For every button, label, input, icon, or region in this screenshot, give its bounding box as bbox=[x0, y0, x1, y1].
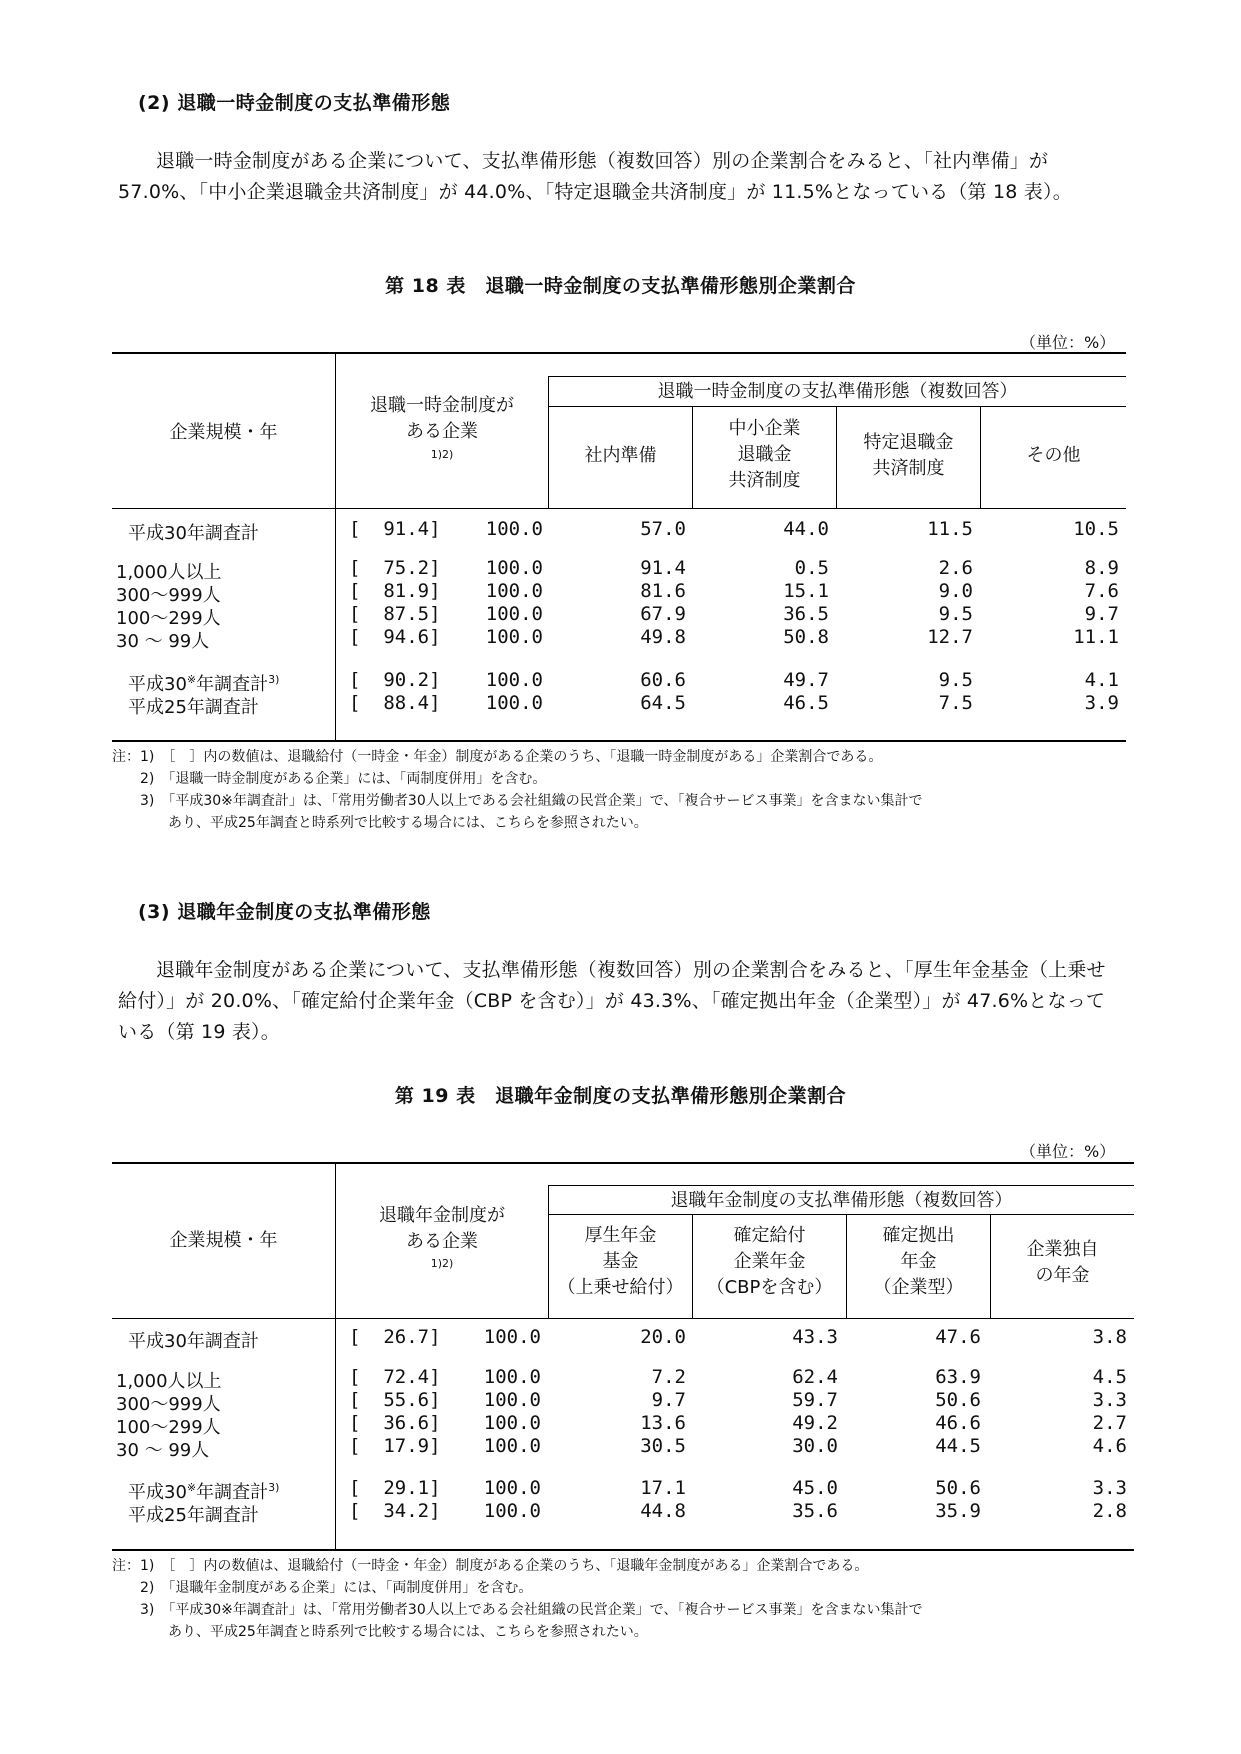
bracket-value: [ 72.4] bbox=[349, 1366, 441, 1388]
table-19-header-kosei: 厚生年金 基金 （上乗せ給付） bbox=[557, 1225, 684, 1298]
total-value: 100.0 bbox=[485, 557, 543, 579]
table-note: 注：1) ［ ］内の数値は、退職給付（一時金・年金）制度がある企業のうち、「退職年金制度がある」企業割合である。 bbox=[112, 1558, 869, 1574]
value-col-1: 91.4 bbox=[640, 557, 686, 579]
bracket-value: [ 94.6] bbox=[349, 626, 441, 648]
total-value: 100.0 bbox=[485, 692, 543, 714]
total-value: 100.0 bbox=[485, 626, 543, 648]
value-col-1: 7.2 bbox=[651, 1366, 686, 1388]
value-col-2: 62.4 bbox=[792, 1366, 838, 1388]
bracket-value: [ 36.6] bbox=[349, 1412, 441, 1434]
table-note: 2) 「退職一時金制度がある企業」には、「両制度併用」を含む。 bbox=[112, 771, 547, 787]
value-col-1: 64.5 bbox=[640, 692, 686, 714]
value-col-2: 15.1 bbox=[783, 580, 829, 602]
total-value: 100.0 bbox=[485, 518, 543, 540]
value-col-2: 44.0 bbox=[783, 518, 829, 540]
section-2-heading: (2) 退職一時金制度の支払準備形態 bbox=[138, 92, 451, 114]
section-3-paragraph: 退職年金制度がある企業について、支払準備形態（複数回答）別の企業割合をみると、「厚生年金基金（上乗せ給付）」が 20.0%、「確定給付企業年金（CBP を含む）」が 43.3%、「確定拠出年金（企業型）」が 47.6%となっている（第 19 表）。 bbox=[118, 959, 1106, 1043]
table-18-header-group: 退職一時金制度の支払準備形態（複数回答） bbox=[657, 381, 1018, 402]
row-label: 平成30※年調査計$^{3)}$ bbox=[128, 673, 280, 695]
table-19-header-own: 企業独自 の年金 bbox=[1026, 1239, 1099, 1286]
table-18-title: 第 18 表 退職一時金制度の支払準備形態別企業割合 bbox=[385, 275, 856, 297]
table-note: 注：1) ［ ］内の数値は、退職給付（一時金・年金）制度がある企業のうち、「退職一時金制度がある」企業割合である。 bbox=[112, 749, 883, 765]
row-label: 1,000人以上 bbox=[116, 562, 222, 583]
bracket-value: [ 17.9] bbox=[349, 1435, 441, 1457]
total-value: 100.0 bbox=[485, 669, 543, 691]
row-label: 平成25年調査計 bbox=[128, 697, 259, 718]
value-col-2: 0.5 bbox=[794, 557, 829, 579]
value-col-1: 44.8 bbox=[640, 1500, 686, 1522]
value-col-3: 7.5 bbox=[938, 692, 973, 714]
table-note: 3) 「平成30※年調査計」は、「常用労働者30人以上である会社組織の民営企業」で、「複合サービス事業」を含まない集計で bbox=[112, 1602, 923, 1618]
total-value: 100.0 bbox=[485, 603, 543, 625]
value-col-3: 9.5 bbox=[938, 603, 973, 625]
table-18-unit: （単位：%） bbox=[1020, 333, 1116, 352]
row-label: 300～999人 bbox=[116, 1394, 221, 1415]
table-19-header-has-system: 退職年金制度が ある企業 bbox=[379, 1205, 505, 1252]
value-col-2: 59.7 bbox=[792, 1389, 838, 1411]
table-19-header-scale: 企業規模・年 bbox=[169, 1230, 278, 1251]
value-col-3: 11.5 bbox=[927, 518, 973, 540]
table-18-header-sme: 中小企業 退職金 共済制度 bbox=[728, 418, 801, 491]
bracket-value: [ 34.2] bbox=[349, 1500, 441, 1522]
row-label: 100～299人 bbox=[116, 1417, 221, 1438]
bracket-value: [ 88.4] bbox=[349, 692, 441, 714]
row-label: 30 ～ 99人 bbox=[116, 631, 210, 652]
row-label: 1,000人以上 bbox=[116, 1371, 222, 1392]
value-col-2: 43.3 bbox=[792, 1326, 838, 1348]
table-note: あり、平成25年調査と時系列で比較する場合には、こちらを参照されたい。 bbox=[112, 815, 648, 831]
row-label: 平成25年調査計 bbox=[128, 1505, 259, 1526]
table-note: 3) 「平成30※年調査計」は、「常用労働者30人以上である会社組織の民営企業」で、「複合サービス事業」を含まない集計で bbox=[112, 793, 923, 809]
bracket-value: [ 75.2] bbox=[349, 557, 441, 579]
table-18-header-internal: 社内準備 bbox=[584, 445, 657, 466]
value-col-4: 7.6 bbox=[1084, 580, 1119, 602]
value-col-3: 63.9 bbox=[935, 1366, 981, 1388]
value-col-3: 46.6 bbox=[935, 1412, 981, 1434]
row-label: 平成30年調査計 bbox=[128, 523, 259, 544]
table-note: あり、平成25年調査と時系列で比較する場合には、こちらを参照されたい。 bbox=[112, 1624, 648, 1640]
bracket-value: [ 90.2] bbox=[349, 669, 441, 691]
value-col-1: 49.8 bbox=[640, 626, 686, 648]
value-col-1: 60.6 bbox=[640, 669, 686, 691]
bracket-value: [ 81.9] bbox=[349, 580, 441, 602]
value-col-2: 45.0 bbox=[792, 1477, 838, 1499]
value-col-1: 57.0 bbox=[640, 518, 686, 540]
total-value: 100.0 bbox=[485, 580, 543, 602]
total-value: 100.0 bbox=[483, 1366, 541, 1388]
bracket-value: [ 26.7] bbox=[349, 1326, 441, 1348]
table-19-unit: （単位：%） bbox=[1020, 1142, 1116, 1161]
total-value: 100.0 bbox=[483, 1500, 541, 1522]
table-18-header-has-system: 退職一時金制度が ある企業 bbox=[370, 395, 514, 442]
value-col-4: 3.3 bbox=[1092, 1477, 1127, 1499]
value-col-4: 2.7 bbox=[1092, 1412, 1127, 1434]
value-col-3: 12.7 bbox=[927, 626, 973, 648]
table-19-header-group: 退職年金制度の支払準備形態（複数回答） bbox=[670, 1190, 1013, 1211]
row-label: 300～999人 bbox=[116, 585, 221, 606]
value-col-3: 47.6 bbox=[935, 1326, 981, 1348]
value-col-3: 50.6 bbox=[935, 1477, 981, 1499]
value-col-3: 50.6 bbox=[935, 1389, 981, 1411]
value-col-2: 30.0 bbox=[792, 1435, 838, 1457]
table-note: 2) 「退職年金制度がある企業」には、「両制度併用」を含む。 bbox=[112, 1580, 533, 1596]
total-value: 100.0 bbox=[483, 1326, 541, 1348]
table-18-header-specified: 特定退職金 共済制度 bbox=[863, 432, 954, 479]
value-col-1: 81.6 bbox=[640, 580, 686, 602]
value-col-3: 9.0 bbox=[938, 580, 973, 602]
total-value: 100.0 bbox=[483, 1435, 541, 1457]
bracket-value: [ 29.1] bbox=[349, 1477, 441, 1499]
row-label: 平成30年調査計 bbox=[128, 1331, 259, 1352]
value-col-4: 8.9 bbox=[1084, 557, 1119, 579]
table-18-header-scale: 企業規模・年 bbox=[169, 422, 278, 443]
value-col-4: 3.3 bbox=[1092, 1389, 1127, 1411]
table-19-header-db: 確定給付 企業年金 （CBPを含む） bbox=[706, 1225, 833, 1298]
value-col-3: 44.5 bbox=[935, 1435, 981, 1457]
value-col-1: 13.6 bbox=[640, 1412, 686, 1434]
value-col-1: 20.0 bbox=[640, 1326, 686, 1348]
section-3-heading: (3) 退職年金制度の支払準備形態 bbox=[138, 901, 431, 923]
value-col-2: 46.5 bbox=[783, 692, 829, 714]
value-col-3: 35.9 bbox=[935, 1500, 981, 1522]
total-value: 100.0 bbox=[483, 1412, 541, 1434]
value-col-1: 30.5 bbox=[640, 1435, 686, 1457]
section-2-paragraph: 退職一時金制度がある企業について、支払準備形態（複数回答）別の企業割合をみると、「社内準備」が 57.0%、「中小企業退職金共済制度」が 44.0%、「特定退職金共済制度」が 11.5%となっている（第 18 表）。 bbox=[118, 150, 1072, 203]
value-col-4: 3.9 bbox=[1084, 692, 1119, 714]
value-col-2: 35.6 bbox=[792, 1500, 838, 1522]
value-col-1: 9.7 bbox=[651, 1389, 686, 1411]
value-col-2: 49.7 bbox=[783, 669, 829, 691]
bracket-value: [ 55.6] bbox=[349, 1389, 441, 1411]
value-col-3: 9.5 bbox=[938, 669, 973, 691]
value-col-4: 2.8 bbox=[1092, 1500, 1127, 1522]
table-19-header-dc: 確定拠出 年金 （企業型） bbox=[873, 1225, 964, 1298]
row-label: 100～299人 bbox=[116, 608, 221, 629]
total-value: 100.0 bbox=[483, 1477, 541, 1499]
value-col-4: 9.7 bbox=[1084, 603, 1119, 625]
value-col-2: 49.2 bbox=[792, 1412, 838, 1434]
value-col-2: 36.5 bbox=[783, 603, 829, 625]
value-col-1: 17.1 bbox=[640, 1477, 686, 1499]
bracket-value: [ 91.4] bbox=[349, 518, 441, 540]
value-col-4: 3.8 bbox=[1092, 1326, 1127, 1348]
value-col-4: 11.1 bbox=[1073, 626, 1119, 648]
table-19-title: 第 19 表 退職年金制度の支払準備形態別企業割合 bbox=[394, 1085, 847, 1107]
row-label: 平成30※年調査計$^{3)}$ bbox=[128, 1481, 280, 1503]
table-18-header-note: 1)2) bbox=[430, 448, 454, 461]
value-col-4: 4.6 bbox=[1092, 1435, 1127, 1457]
total-value: 100.0 bbox=[483, 1389, 541, 1411]
row-label: 30 ～ 99人 bbox=[116, 1440, 210, 1461]
table-19-header-note: 1)2) bbox=[430, 1257, 454, 1270]
value-col-2: 50.8 bbox=[783, 626, 829, 648]
value-col-1: 67.9 bbox=[640, 603, 686, 625]
bracket-value: [ 87.5] bbox=[349, 603, 441, 625]
table-18-header-other: その他 bbox=[1026, 445, 1081, 466]
value-col-4: 4.5 bbox=[1092, 1366, 1127, 1388]
value-col-3: 2.6 bbox=[938, 557, 973, 579]
value-col-4: 4.1 bbox=[1084, 669, 1119, 691]
value-col-4: 10.5 bbox=[1073, 518, 1119, 540]
